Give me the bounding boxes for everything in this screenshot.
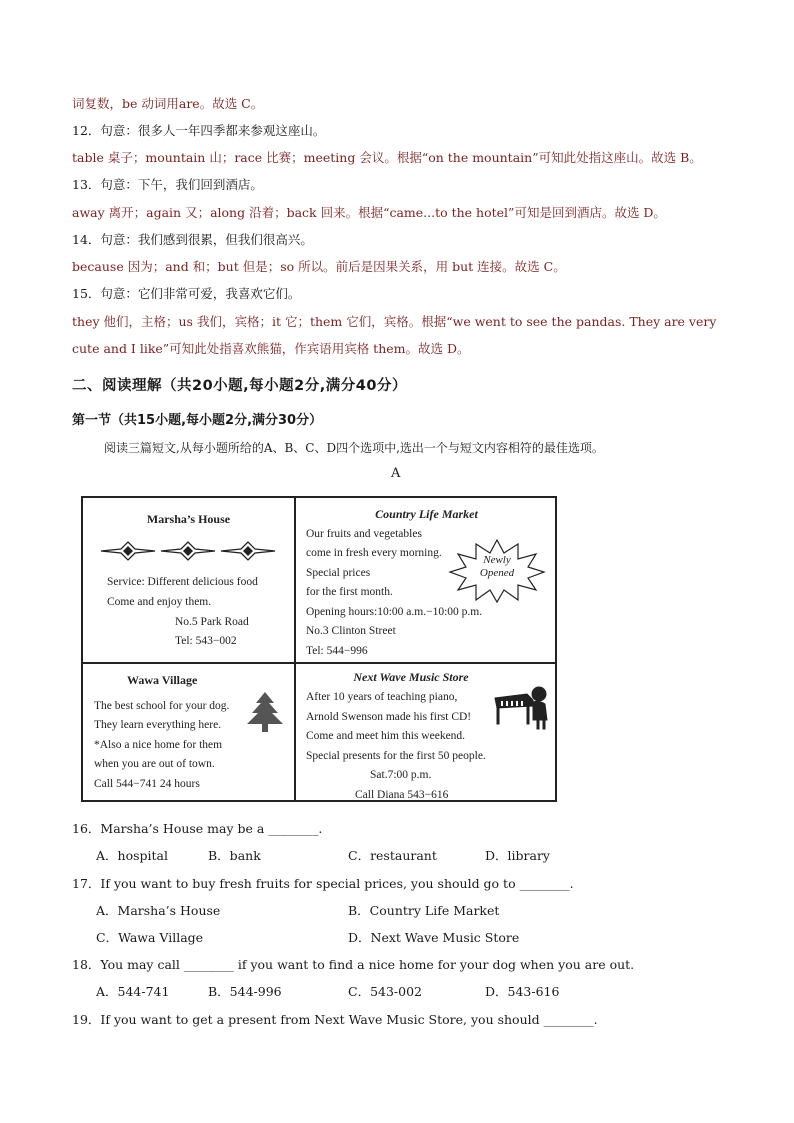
explanation-line-8: 15．句意：它们非常可爱，我喜欢它们。 (72, 286, 301, 301)
q17-option-c[interactable]: C．Wawa Village (96, 930, 204, 945)
music-line-5: Sat.7:00 p.m. (370, 769, 432, 781)
diamond-ornament-icon (99, 540, 279, 562)
badge-line-1: Newly (483, 554, 511, 566)
question-19: 19．If you want to get a present from Next Wave Music Store, you should ________. (72, 1012, 598, 1027)
wawa-line-3: *Also a nice home for them (94, 739, 223, 751)
q16-option-a[interactable]: A．hospital (96, 848, 168, 863)
marsha-line-3: No.5 Park Road (175, 616, 249, 628)
marsha-title-wrap (83, 510, 294, 531)
piano-player-icon (493, 684, 551, 730)
q17-option-d[interactable]: D．Next Wave Music Store (348, 930, 520, 945)
instruction-text: 阅读三篇短文,从每小题所给的A、B、C、D四个选项中,选出一个与短文内容相符的最佳选项。 (104, 441, 604, 455)
question-18: 18．You may call ________ if you want to find a nice home for your dog when you are out. (72, 957, 635, 972)
explanation-line-2: 12．句意：很多人一年四季都来参观这座山。 (72, 123, 326, 138)
market-line-6: No.3 Clinton Street (306, 625, 396, 637)
music-line-3: Come and meet him this weekend. (306, 730, 466, 742)
wawa-line-5: Call 544−741 24 hours (94, 778, 200, 790)
q16-option-b[interactable]: B．bank (208, 848, 261, 863)
explanation-line-10: cute and I like”可知此处指喜欢熊猫，作宾语用宾格 them。故选 D。 (72, 341, 470, 356)
market-line-4: for the first month. (306, 586, 393, 598)
market-line-2: come in fresh every morning. (306, 547, 442, 559)
passage-label: A (391, 466, 401, 481)
explanation-line-6: 14．句意：我们感到很累，但我们很高兴。 (72, 232, 313, 247)
market-line-5: Opening hours:10:00 a.m.−10:00 p.m. (306, 606, 483, 618)
marsha-line-4: Tel: 543−002 (175, 635, 237, 647)
marsha-line-1: Service: Different delicious food (107, 576, 258, 588)
q16-option-c[interactable]: C．restaurant (348, 848, 437, 863)
subsection-title: 第一节（共15小题,每小题2分,满分30分） (72, 413, 323, 428)
explanation-line-3: table 桌子；mountain 山；race 比赛；meeting 会议。根据“on the mountain”可知此处指这座山。故选 B。 (72, 150, 702, 165)
question-17: 17．If you want to buy fresh fruits for special prices, you should go to ________. (72, 876, 574, 891)
q17-option-a[interactable]: A．Marsha’s House (96, 903, 221, 918)
music-line-4: Special presents for the first 50 people. (306, 750, 486, 762)
wawa-line-4: when you are out of town. (94, 758, 215, 770)
badge-line-2: Opened (479, 567, 515, 579)
q17-option-b[interactable]: B．Country Life Market (348, 903, 500, 918)
horizontal-divider (83, 662, 555, 664)
market-line-1: Our fruits and vegetables (306, 528, 422, 540)
wawa-line-1: The best school for your dog. (94, 700, 230, 712)
explanation-line-4: 13．句意：下午，我们回到酒店。 (72, 177, 263, 192)
q18-option-c[interactable]: C．543-002 (348, 984, 423, 999)
wawa-title: Wawa Village (127, 673, 198, 687)
q16-option-d[interactable]: D．library (485, 848, 550, 863)
ads-box (81, 496, 557, 802)
market-title: Country Life Market (375, 507, 478, 521)
music-line-1: After 10 years of teaching piano, (306, 691, 458, 703)
explanation-line-7: because 因为；and 和；but 但是；so 所以。前后是因果关系，用 but 连接。故选 C。 (72, 259, 566, 274)
marsha-line-2: Come and enjoy them. (107, 596, 212, 608)
tree-icon (243, 691, 287, 733)
section-title: 二、阅读理解（共20小题,每小题2分,满分40分） (72, 378, 407, 394)
marsha-title: Marsha’s House (146, 512, 231, 526)
question-16: 16．Marsha’s House may be a ________. (72, 821, 323, 836)
vertical-divider (294, 498, 296, 800)
explanation-line-1: 词复数，be 动词用are。故选 C。 (72, 96, 264, 111)
explanation-line-9: they 他们，主格；us 我们，宾格；it 它；them 它们，宾格。根据“we went to see the pandas. They are very (72, 314, 717, 329)
q18-option-d[interactable]: D．543-616 (485, 984, 560, 999)
market-line-3: Special prices (306, 567, 371, 579)
market-title-wrap (296, 505, 557, 526)
explanation-line-5: away 离开；again 又；along 沿着；back 回来。根据“came...to the hotel”可知是回到酒店。故选 D。 (72, 205, 666, 220)
q18-option-a[interactable]: A．544-741 (96, 984, 170, 999)
music-line-2: Arnold Swenson made his first CD! (306, 711, 472, 723)
badge-text-wrap (448, 554, 546, 580)
q18-option-b[interactable]: B．544-996 (208, 984, 282, 999)
music-line-6: Call Diana 543−616 (355, 789, 449, 801)
music-title-wrap (296, 668, 526, 689)
market-line-7: Tel: 544−996 (306, 645, 368, 657)
wawa-line-2: They learn everything here. (94, 719, 222, 731)
music-title: Next Wave Music Store (353, 670, 469, 684)
wawa-title-wrap (127, 671, 197, 692)
